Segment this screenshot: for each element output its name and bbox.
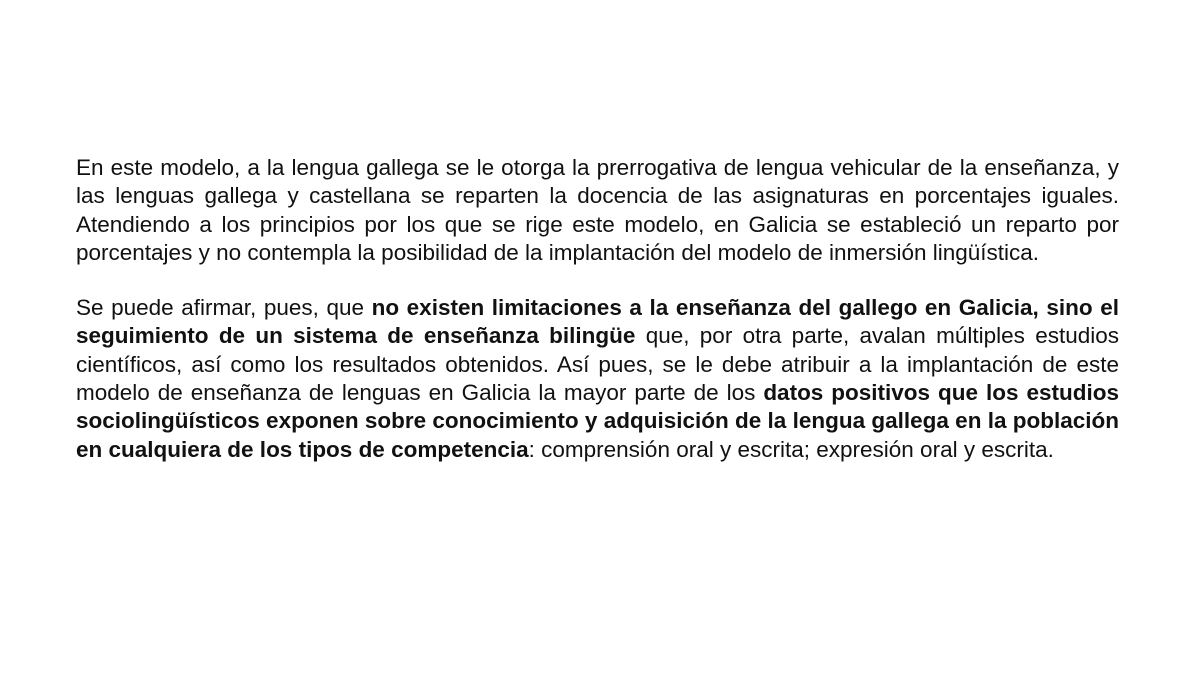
paragraph-2-text-3: : comprensión oral y escrita; expresión oral y escrita. bbox=[528, 436, 1054, 462]
paragraph-2-text-1: Se puede afirmar, pues, que bbox=[76, 295, 372, 321]
paragraph-2-bold-1: no existen limitaciones a la enseñanza del gallego en Galicia, sino el seguimiento de un sistema de enseñanza bilingüe bbox=[76, 295, 1119, 349]
paragraph-2-bold-2: datos positivos que los estudios sociolingüísticos exponen sobre conocimiento y adquisición de la lengua gallega en la población en cualquiera de los tipos de competencia bbox=[76, 380, 1119, 462]
paragraph-2 bbox=[76, 294, 1119, 464]
paragraph-1: En este modelo, a la lengua gallega se le otorga la prerrogativa de lengua vehicular de la enseñanza, y las lenguas gallega y castellana se reparten la docencia de las asignaturas en porcentajes iguales. Atendiendo a los principios por los que se rige este modelo, en Galicia se estableció un reparto por porcentajes y no contempla la posibilidad de la implantación del modelo de inmersión lingüística. bbox=[76, 155, 1119, 265]
document-body bbox=[76, 154, 1119, 464]
paragraph-2-text-2: que, por otra parte, avalan múltiples estudios científicos, así como los resultados obtenidos. Así pues, se le debe atribuir a la implantación de este modelo de enseñanza de lenguas en Galicia la mayor parte de los bbox=[76, 323, 1119, 406]
